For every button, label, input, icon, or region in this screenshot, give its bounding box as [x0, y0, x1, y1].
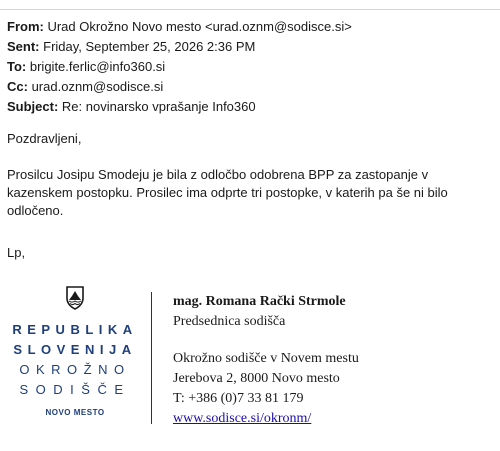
from-row	[7, 17, 352, 37]
subject-value: Re: novinarsko vprašanje Info360	[61, 99, 256, 114]
logo-text-novo-mesto: NOVO MESTO	[45, 408, 105, 417]
email-headers	[7, 17, 352, 117]
logo-text-sodisce: SODIŠČE	[19, 382, 131, 397]
cc-value[interactable]: urad.oznm@sodisce.si	[31, 79, 164, 94]
signature-address: Jerebova 2, 8000 Novo mesto	[173, 371, 340, 386]
signature-phone: T: +386 (0)7 33 81 179	[173, 391, 304, 406]
cc-label: Cc:	[7, 79, 28, 94]
closing-text: Lp,	[7, 245, 26, 260]
to-value[interactable]: brigite.ferlic@info360.si	[29, 59, 166, 74]
greeting-text: Pozdravljeni,	[7, 131, 82, 146]
logo-text-okrozno: OKROŽNO	[19, 362, 131, 377]
from-value[interactable]: Urad Okrožno Novo mesto <urad.oznm@sodisce.si>	[47, 19, 352, 34]
logo-text-slovenija: SLOVENIJA	[13, 342, 137, 357]
to-row	[7, 57, 352, 77]
signature-website-link[interactable]: www.sodisce.si/okronm/	[173, 411, 312, 426]
subject-row	[7, 97, 352, 117]
signature-court: Okrožno sodišče v Novem mestu	[173, 351, 359, 366]
to-label: To:	[7, 59, 27, 74]
sent-label: Sent:	[7, 39, 40, 54]
logo-text-republika: REPUBLIKA	[12, 322, 138, 337]
cc-row	[7, 77, 352, 97]
header-divider	[0, 9, 500, 10]
signature-divider	[151, 292, 152, 424]
sent-value: Friday, September 25, 2026 2:36 PM	[43, 39, 256, 54]
court-logo	[0, 286, 150, 426]
from-label: From:	[7, 19, 44, 34]
signature-name: mag. Romana Rački Strmole	[173, 294, 346, 309]
signature-title: Predsednica sodišča	[173, 314, 286, 329]
coat-of-arms-icon	[65, 286, 85, 310]
sent-row	[7, 37, 352, 57]
body-paragraph: Prosilcu Josipu Smodeju je bila z odločbo odobrena BPP za zastopanje v kazenskem postopku. Prosilec ima odprte tri postopke, v katerih pa še ni bilo odločeno.	[7, 167, 448, 218]
subject-label: Subject:	[7, 99, 59, 114]
